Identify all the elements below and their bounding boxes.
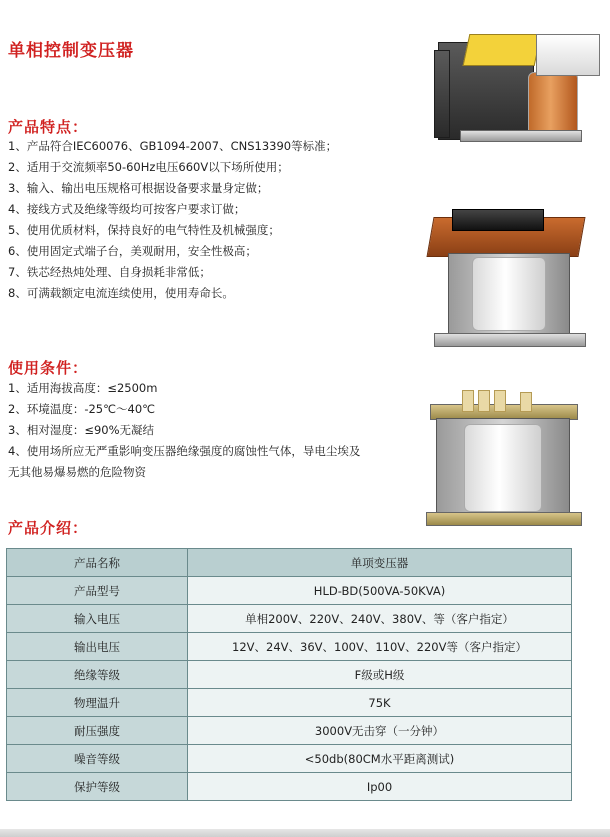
table-row bbox=[7, 577, 572, 605]
spec-key: 产品名称 bbox=[7, 549, 188, 577]
feature-item: 7、铁芯经热炖处理、自身损耗非常低； bbox=[8, 265, 211, 279]
transformer-photo-bottom bbox=[424, 388, 582, 538]
spec-table bbox=[6, 548, 572, 801]
spec-value: HLD-BD(500VA-50KVA) bbox=[188, 577, 572, 605]
spec-key: 噪音等级 bbox=[7, 745, 188, 773]
spec-value: Ip00 bbox=[188, 773, 572, 801]
spec-value: F级或H级 bbox=[188, 661, 572, 689]
feature-item: 8、可满载额定电流连续使用，使用寿命长。 bbox=[8, 286, 234, 300]
spec-key: 耐压强度 bbox=[7, 717, 188, 745]
table-row bbox=[7, 717, 572, 745]
spec-key: 绝缘等级 bbox=[7, 661, 188, 689]
table-row bbox=[7, 745, 572, 773]
spec-key: 物理温升 bbox=[7, 689, 188, 717]
page-title: 单相控制变压器 bbox=[8, 41, 134, 61]
table-row bbox=[7, 661, 572, 689]
conditions-heading: 使用条件： bbox=[8, 359, 89, 377]
table-row bbox=[7, 689, 572, 717]
feature-item: 3、输入、输出电压规格可根据设备要求量身定做； bbox=[8, 181, 269, 195]
transformer-photo-top bbox=[432, 12, 600, 152]
bottom-divider bbox=[0, 829, 610, 837]
feature-item: 2、适用于交流频率50-60Hz电压660V以下场所使用； bbox=[8, 160, 289, 174]
table-row bbox=[7, 605, 572, 633]
spec-value: 单项变压器 bbox=[188, 549, 572, 577]
spec-key: 产品型号 bbox=[7, 577, 188, 605]
feature-item: 4、接线方式及绝缘等级均可按客户要求订做； bbox=[8, 202, 246, 216]
condition-item: 3、相对湿度：≤90%无凝结 bbox=[8, 423, 155, 437]
conditions-list bbox=[8, 378, 368, 483]
condition-item: 2、环境温度：-25℃～40℃ bbox=[8, 402, 156, 416]
spec-value: 12V、24V、36V、100V、110V、220V等（客户指定） bbox=[188, 633, 572, 661]
condition-item: 1、适用海拔高度：≤2500m bbox=[8, 381, 158, 395]
feature-item: 6、使用固定式端子台，美观耐用，安全性极高； bbox=[8, 244, 257, 258]
table-row bbox=[7, 633, 572, 661]
spec-key: 保护等级 bbox=[7, 773, 188, 801]
condition-item: 4、使用场所应无严重影响变压器绝缘强度的腐蚀性气体，导电尘埃及无其他易爆易燃的危险物资 bbox=[8, 444, 361, 479]
spec-value: 单相200V、220V、240V、380V、等（客户指定） bbox=[188, 605, 572, 633]
spec-key: 输入电压 bbox=[7, 605, 188, 633]
table-row bbox=[7, 549, 572, 577]
spec-value: 3000V无击穿（一分钟） bbox=[188, 717, 572, 745]
table-row bbox=[7, 773, 572, 801]
features-heading: 产品特点： bbox=[8, 118, 89, 136]
transformer-photo-middle bbox=[420, 205, 592, 355]
feature-item: 1、产品符合IEC60076、GB1094-2007、CNS13390等标准； bbox=[8, 139, 338, 153]
spec-value: 75K bbox=[188, 689, 572, 717]
features-list bbox=[8, 136, 337, 304]
intro-heading: 产品介绍： bbox=[8, 519, 89, 537]
feature-item: 5、使用优质材料，保持良好的电气特性及机械强度； bbox=[8, 223, 280, 237]
spec-value: <50db(80CM水平距离测试) bbox=[188, 745, 572, 773]
spec-key: 输出电压 bbox=[7, 633, 188, 661]
